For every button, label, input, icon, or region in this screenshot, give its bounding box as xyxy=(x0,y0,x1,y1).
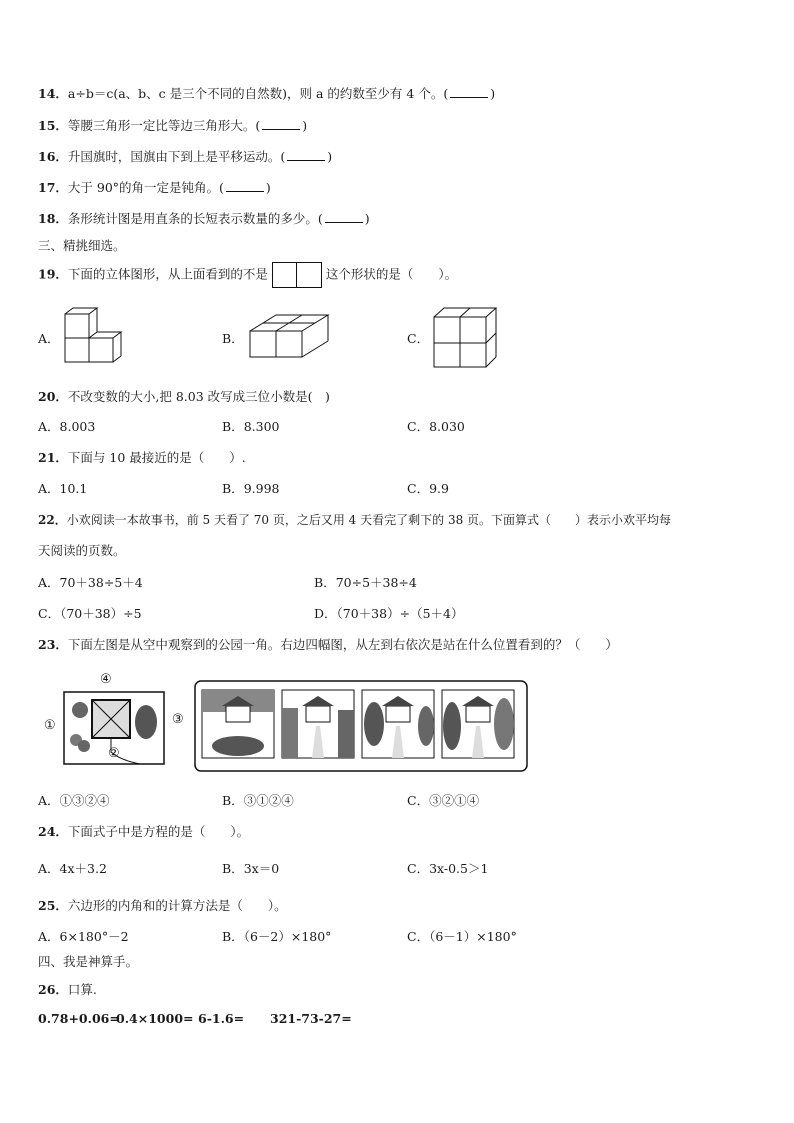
exercise-2: 0.4×1000= xyxy=(116,1011,194,1026)
option-c[interactable] xyxy=(407,859,488,877)
option-label: C． xyxy=(38,606,61,621)
view-2 xyxy=(282,690,354,758)
paren-close: ) xyxy=(265,180,271,195)
option-value: 70＋38÷5＋4 xyxy=(59,575,143,590)
map-label-4: ④ xyxy=(100,672,112,687)
question-text: 不改变数的大小,把 8.03 改写成三位小数是( ) xyxy=(67,389,330,404)
option-c[interactable] xyxy=(407,417,465,435)
option-value: 10.1 xyxy=(59,481,88,496)
answer-blank[interactable] xyxy=(287,150,325,161)
exercise-3: 6-1.6= xyxy=(198,1011,245,1026)
question-22-continued: 天阅读的页数。 xyxy=(38,543,126,558)
option-value: 9.998 xyxy=(243,481,280,496)
option-b[interactable] xyxy=(222,859,279,877)
question-text: 大于 90°的角一定是钝角。( xyxy=(67,180,224,195)
option-value: （6－1）×180° xyxy=(429,929,517,944)
option-value: 70÷5＋38÷4 xyxy=(335,575,417,590)
view-1 xyxy=(202,690,274,758)
question-25 xyxy=(38,896,287,914)
question-21 xyxy=(38,448,246,466)
question-16 xyxy=(38,147,332,165)
option-label: A． xyxy=(38,793,60,808)
question-18 xyxy=(38,209,370,227)
option-c[interactable] xyxy=(407,927,517,945)
question-26 xyxy=(38,980,97,998)
question-text: 口算. xyxy=(67,982,97,997)
option-a[interactable] xyxy=(38,573,143,591)
option-label: A． xyxy=(38,861,60,876)
four-views-strip xyxy=(194,680,528,772)
question-number: 22． xyxy=(38,513,67,527)
paren-close: ) xyxy=(364,211,370,226)
question-17 xyxy=(38,178,271,196)
question-number: 18． xyxy=(38,211,68,226)
question-text: 下面式子中是方程的是（ ）。 xyxy=(67,824,250,839)
question-14 xyxy=(38,84,495,102)
option-value: ③②①④ xyxy=(429,793,480,808)
option-a-label[interactable]: A． xyxy=(38,331,60,346)
view-3 xyxy=(362,690,434,758)
park-aerial-map xyxy=(40,672,190,772)
option-value: 8.003 xyxy=(59,419,96,434)
option-label: A． xyxy=(38,575,60,590)
option-value: （70＋38）÷5 xyxy=(60,606,142,621)
question-text: 升国旗时，国旗由下到上是平移运动。( xyxy=(67,149,286,164)
option-value: 4x＋3.2 xyxy=(59,861,107,876)
answer-blank[interactable] xyxy=(325,212,363,223)
option-label: B． xyxy=(314,575,336,590)
option-c[interactable] xyxy=(407,791,479,809)
question-number: 21． xyxy=(38,450,68,465)
exercise-1: 0.78+0.06= xyxy=(38,1011,120,1026)
question-number: 24． xyxy=(38,824,68,839)
question-number: 16． xyxy=(38,149,68,164)
option-value: 9.9 xyxy=(429,481,449,496)
option-b[interactable] xyxy=(222,417,279,435)
option-label: C． xyxy=(407,481,430,496)
option-value: 6×180°－2 xyxy=(59,929,129,944)
cube-figure-c-icon xyxy=(432,305,498,369)
option-label: C． xyxy=(407,929,430,944)
option-value: 8.300 xyxy=(243,419,280,434)
option-b-label[interactable]: B． xyxy=(222,331,244,346)
option-c[interactable] xyxy=(407,479,449,497)
question-number: 14． xyxy=(38,86,68,101)
paren-close: ) xyxy=(302,118,308,133)
two-square-shape-icon xyxy=(272,262,322,288)
option-b[interactable] xyxy=(314,573,417,591)
option-a[interactable] xyxy=(38,859,107,877)
exercise-4: 321-73-27= xyxy=(270,1011,352,1026)
question-22 xyxy=(38,511,671,528)
option-a[interactable] xyxy=(38,927,129,945)
question-text: 条形统计图是用直条的长短表示数量的多少。( xyxy=(67,211,323,226)
question-text: a÷b＝c(a、b、c 是三个不同的自然数)，则 a 的约数至少有 4 个。( xyxy=(67,86,449,101)
option-value: 8.030 xyxy=(429,419,465,434)
option-label: B． xyxy=(222,929,244,944)
question-number: 26． xyxy=(38,982,68,997)
question-24 xyxy=(38,822,249,840)
option-a[interactable] xyxy=(38,417,95,435)
option-label: B． xyxy=(222,419,244,434)
option-label: A． xyxy=(38,481,60,496)
answer-blank[interactable] xyxy=(450,87,488,98)
option-value: 3x-0.5＞1 xyxy=(429,861,489,876)
question-number: 15． xyxy=(38,118,68,133)
option-label: C． xyxy=(407,793,430,808)
option-value: （70＋38）÷（5＋4） xyxy=(336,606,464,621)
option-label: B． xyxy=(222,481,244,496)
option-a[interactable] xyxy=(38,791,110,809)
answer-blank[interactable] xyxy=(262,119,300,130)
paren-close: ) xyxy=(490,86,496,101)
option-label: C． xyxy=(407,419,430,434)
question-text: 六边形的内角和的计算方法是（ ）。 xyxy=(67,898,287,913)
question-text: 这个形状的是（ ）。 xyxy=(325,266,458,282)
question-text: 小欢阅读一本故事书，前 5 天看了 70 页，之后又用 4 天看完了剩下的 38 页。下面算式（ ）表示小欢平均每 xyxy=(66,513,672,527)
cube-figure-b-icon xyxy=(248,313,330,359)
question-number: 20． xyxy=(38,389,68,404)
question-number: 19． xyxy=(38,266,68,282)
question-23 xyxy=(38,635,618,653)
paren-close: ) xyxy=(327,149,333,164)
map-label-2: ② xyxy=(108,746,120,761)
option-label: B． xyxy=(222,793,244,808)
map-label-3: ③ xyxy=(172,712,184,727)
option-c[interactable] xyxy=(38,604,142,622)
option-c-label[interactable]: C． xyxy=(407,331,430,346)
question-19 xyxy=(38,262,457,288)
option-label: A． xyxy=(38,419,60,434)
answer-blank[interactable] xyxy=(226,181,264,192)
question-number: 17． xyxy=(38,180,68,195)
question-text: 下面左图是从空中观察到的公园一角。右边四幅图，从左到右依次是站在什么位置看到的？（ ） xyxy=(67,637,618,652)
question-20 xyxy=(38,387,330,405)
option-value: ①③②④ xyxy=(59,793,110,808)
question-number: 25． xyxy=(38,898,68,913)
question-text: 等腰三角形一定比等边三角形大。( xyxy=(67,118,261,133)
option-label: D． xyxy=(314,606,337,621)
option-a[interactable] xyxy=(38,479,87,497)
option-b[interactable] xyxy=(222,479,279,497)
view-4 xyxy=(442,690,514,758)
question-text: 下面的立体图形，从上面看到的不是 xyxy=(67,266,268,282)
option-label: A． xyxy=(38,929,60,944)
option-value: （6－2）×180° xyxy=(243,929,332,944)
option-value: ③①②④ xyxy=(243,793,294,808)
option-label: C． xyxy=(407,861,430,876)
cube-figure-a-icon xyxy=(62,306,128,366)
map-label-1: ① xyxy=(44,718,56,733)
question-number: 23． xyxy=(38,637,68,652)
section-heading-3: 三、精挑细选。 xyxy=(38,238,126,253)
section-heading-4: 四、我是神算手。 xyxy=(38,954,139,969)
question-15 xyxy=(38,116,307,134)
option-d[interactable] xyxy=(314,604,463,622)
option-b[interactable] xyxy=(222,927,331,945)
option-b[interactable] xyxy=(222,791,294,809)
option-value: 3x＝0 xyxy=(243,861,280,876)
option-label: B． xyxy=(222,861,244,876)
question-text: 下面与 10 最接近的是（ ）. xyxy=(67,450,246,465)
